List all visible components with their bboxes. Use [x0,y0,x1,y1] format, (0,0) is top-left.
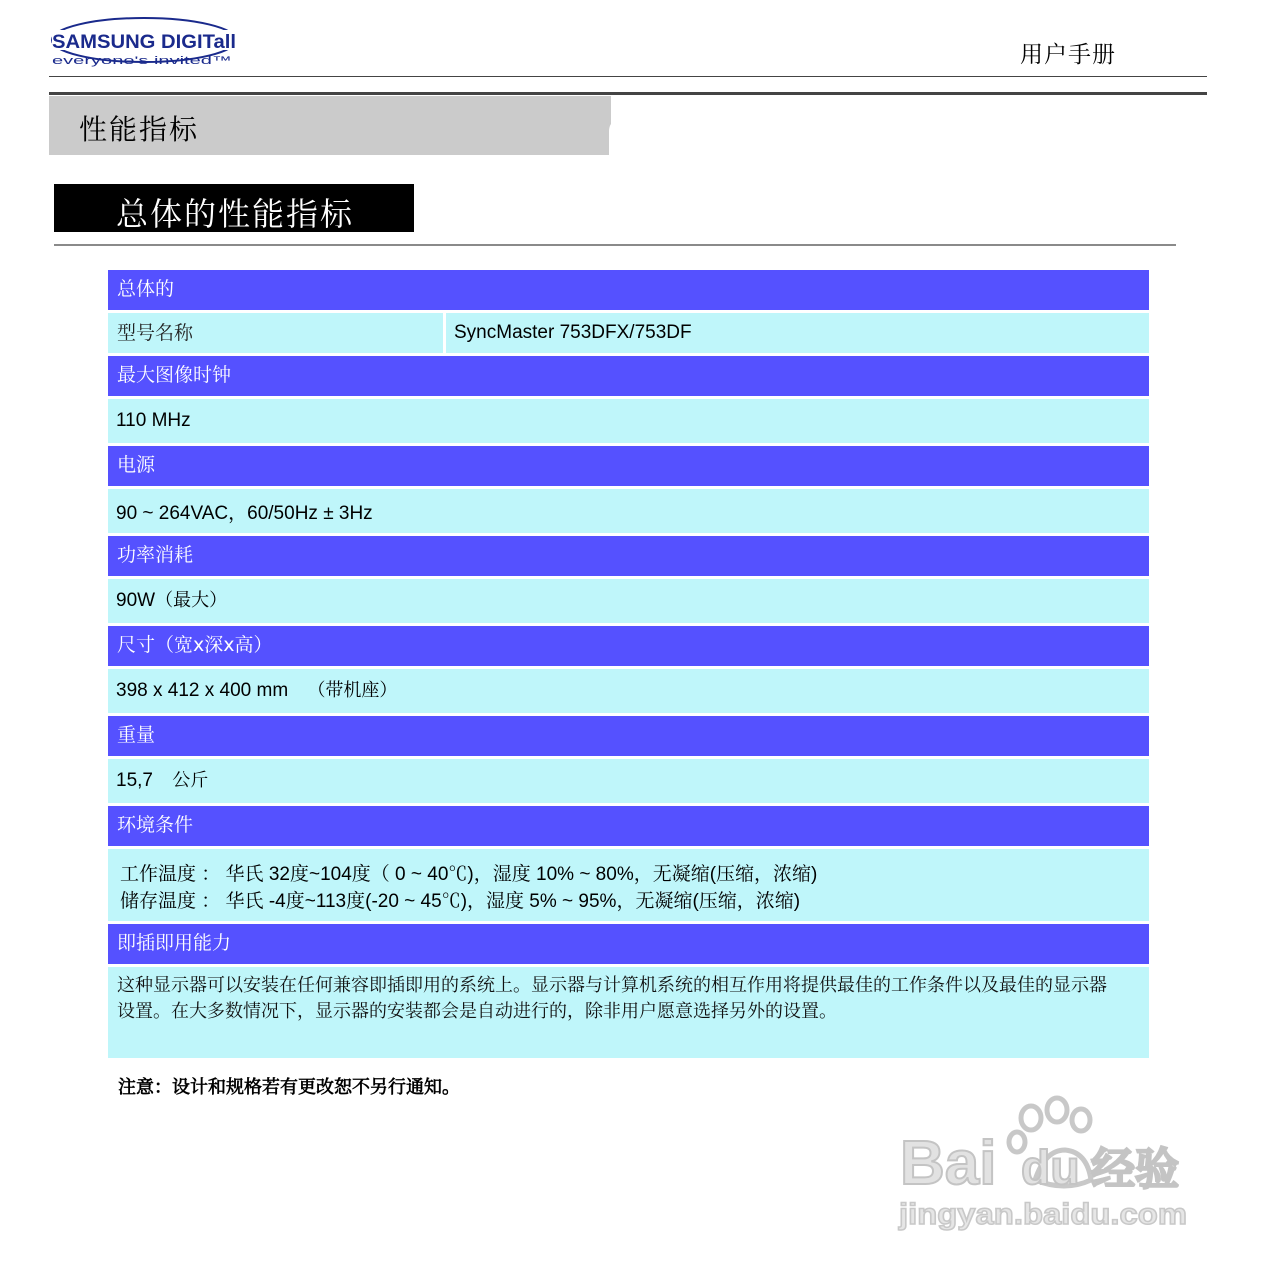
consumption-note: （最大） [155,590,228,611]
spec-header-pixel-clock: 最大图像时钟 [108,356,1149,399]
weight-unit: 公斤 [172,770,209,791]
spec-header-weight: 重量 [108,716,1149,759]
section-band-notch [609,117,1207,155]
spec-row-model [108,313,1149,356]
watermark-brand-tail: du [1021,1142,1080,1195]
dimensions-value: 398 x 412 x 400 mm [116,680,289,701]
environment-operating: 工作温度 ： 华氏 32度~104度（ 0 ~ 40℃)，湿度 10% ~ 80%，无凝缩(压缩，浓缩) [120,864,818,885]
spec-header-consumption: 功率消耗 [108,536,1149,579]
logo-text: SAMSUNG DIGITall [52,32,236,53]
consumption-row [108,579,1149,626]
watermark-brand: Bai [900,1129,997,1198]
dimensions-note: （带机座） [307,680,398,701]
model-label: 型号名称 [108,313,443,353]
spec-change-note: 注意：设计和规格若有更改恕不另行通知。 [118,1077,460,1098]
environment-storage: 储存温度 ： 华氏 -4度~113度(-20 ~ 45℃)，湿度 5% ~ 95%，无凝缩(压缩，浓缩) [120,891,801,912]
header-rule [49,76,1207,77]
spec-header-environment: 环境条件 [108,806,1149,849]
watermark-url: jingyan.baidu.com [897,1198,1187,1231]
model-value: SyncMaster 753DFX/753DF [446,313,1149,353]
section-title: 性能指标 [79,113,200,146]
consumption-value: 90W [116,590,156,611]
section-band [49,96,1207,155]
logo-tagline: everyone's invited™ [52,55,232,67]
pnp-row [108,967,1149,1061]
spec-header-general: 总体的 [108,270,1149,313]
weight-value: 15,7 [116,770,153,791]
subheading-block [54,184,414,232]
pixel-clock-value: 110 MHz [108,399,1149,446]
samsung-logo [50,12,240,70]
baidu-watermark [895,1088,1195,1238]
weight-row [108,759,1149,806]
watermark-suffix: 经验 [1091,1144,1179,1195]
dimensions-row [108,669,1149,716]
spec-header-power: 电源 [108,446,1149,489]
header-rule [49,92,1207,95]
subheading-rule [54,244,1176,246]
subheading-title: 总体的性能指标 [116,195,355,233]
manual-title: 用户手册 [1020,42,1116,68]
power-value: 90 ~ 264VAC，60/50Hz ± 3Hz [108,489,1149,536]
pnp-text: 这种显示器可以安装在任何兼容即插即用的系统上。显示器与计算机系统的相互作用将提供最佳的工作条件以及最佳的显示器设置。在大多数情况下，显示器的安装都会是自动进行的，除非用户愿意选择另外的设置。 [117,975,1107,1022]
spec-header-pnp: 即插即用能力 [108,924,1149,967]
environment-row [108,849,1149,924]
spec-table [108,270,1149,1061]
spec-header-dimensions: 尺寸（宽x深x高） [108,626,1149,669]
